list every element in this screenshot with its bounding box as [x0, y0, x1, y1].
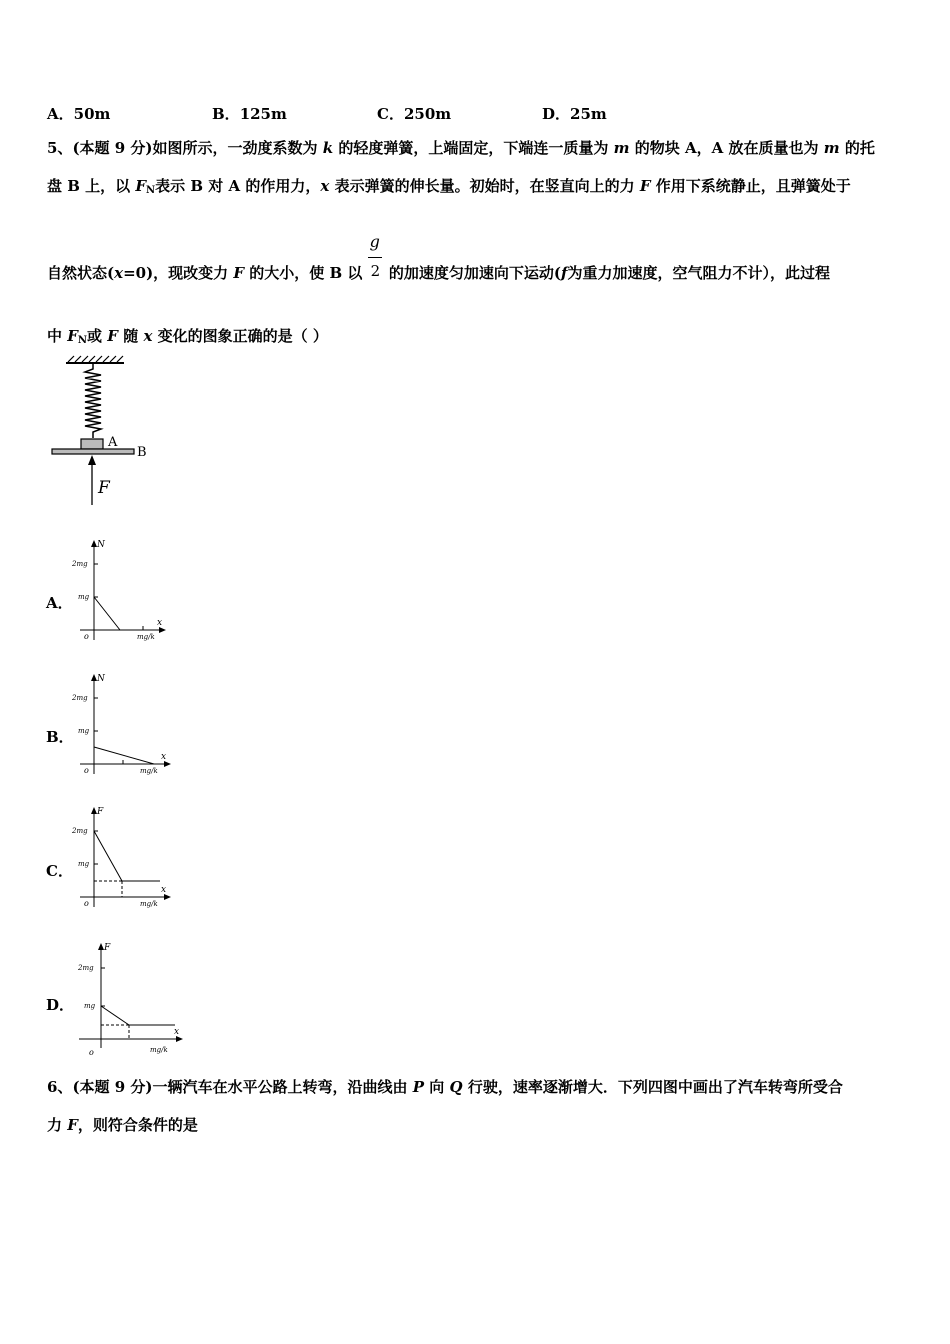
q5-line-1: 5、(本题 9 分)如图所示，一劲度系数为 k 的轻度弹簧，上端固定，下端连一质量为 m 的物块 A，A 放在质量也为 m 的托	[47, 139, 875, 157]
q6-line-2: 力 F，则符合条件的是	[47, 1116, 198, 1134]
tick-mg-k: mg/k	[137, 633, 155, 641]
spring-figure	[48, 355, 158, 510]
origin-label: o	[84, 632, 89, 641]
tick-2mg: 2mg	[78, 964, 94, 972]
label-a: A	[108, 435, 118, 450]
option-a: A．50m	[47, 105, 111, 123]
tick-mg: mg	[78, 727, 90, 735]
q5-line-4: 中 $F_N$或 F 随 x 变化的图象正确的是（ ）	[47, 327, 328, 346]
tick-mg-k: mg/k	[140, 900, 158, 908]
tick-mg: mg	[78, 860, 90, 868]
graph-d	[75, 940, 190, 1060]
choice-b-label: B．	[46, 728, 74, 746]
label-force: F	[98, 478, 110, 498]
axis-y-label: F	[97, 807, 104, 817]
axis-y-label: N	[97, 540, 105, 550]
axis-y-label: N	[97, 674, 105, 684]
q5-line-2: 盘 B 上，以 $F_N$表示 B 对 A 的作用力，x 表示弹簧的伸长量。初始时，在竖直向上的力 F 作用下系统静止，且弹簧处于	[47, 177, 851, 196]
tick-2mg: 2mg	[72, 694, 88, 702]
choice-d-label: D．	[46, 996, 75, 1014]
choice-c-label: C．	[46, 862, 73, 880]
tick-2mg: 2mg	[72, 827, 88, 835]
axis-x-label: x	[174, 1027, 180, 1037]
option-d: D．25m	[542, 105, 607, 123]
q6-line-1: 6、(本题 9 分)一辆汽车在水平公路上转弯，沿曲线由 P 向 Q 行驶，速率逐渐增大．下列四图中画出了汽车转弯所受合	[47, 1078, 843, 1096]
fraction-bar	[368, 257, 382, 258]
origin-label: o	[89, 1048, 94, 1057]
choice-a-label: A．	[46, 594, 73, 612]
graph-a	[70, 538, 170, 643]
graph-c	[70, 805, 175, 910]
axis-x-label: x	[161, 885, 167, 895]
graph-b	[70, 672, 175, 777]
tick-mg: mg	[78, 593, 90, 601]
axis-x-label: x	[161, 752, 167, 762]
tick-2mg: 2mg	[72, 560, 88, 568]
option-c: C．250m	[377, 105, 452, 123]
fraction-bar-anchor	[47, 262, 48, 263]
tick-mg: mg	[84, 1002, 96, 1010]
q5-line-3: 自然状态(x=0)，现改变力 F 的大小，使 B 以 g 2 的加速度匀加速向下运动(f为重力加速度，空气阻力不计），此过程	[47, 232, 830, 282]
tick-mg-k: mg/k	[150, 1046, 168, 1054]
tick-mg-k: mg/k	[140, 767, 158, 775]
label-b: B	[137, 445, 147, 460]
fraction-g-over-2: g 2	[369, 232, 381, 280]
origin-label: o	[84, 899, 89, 908]
axis-y-label: F	[104, 943, 111, 953]
axis-x-label: x	[157, 618, 163, 628]
option-b: B．125m	[212, 105, 287, 123]
origin-label: o	[84, 766, 89, 775]
